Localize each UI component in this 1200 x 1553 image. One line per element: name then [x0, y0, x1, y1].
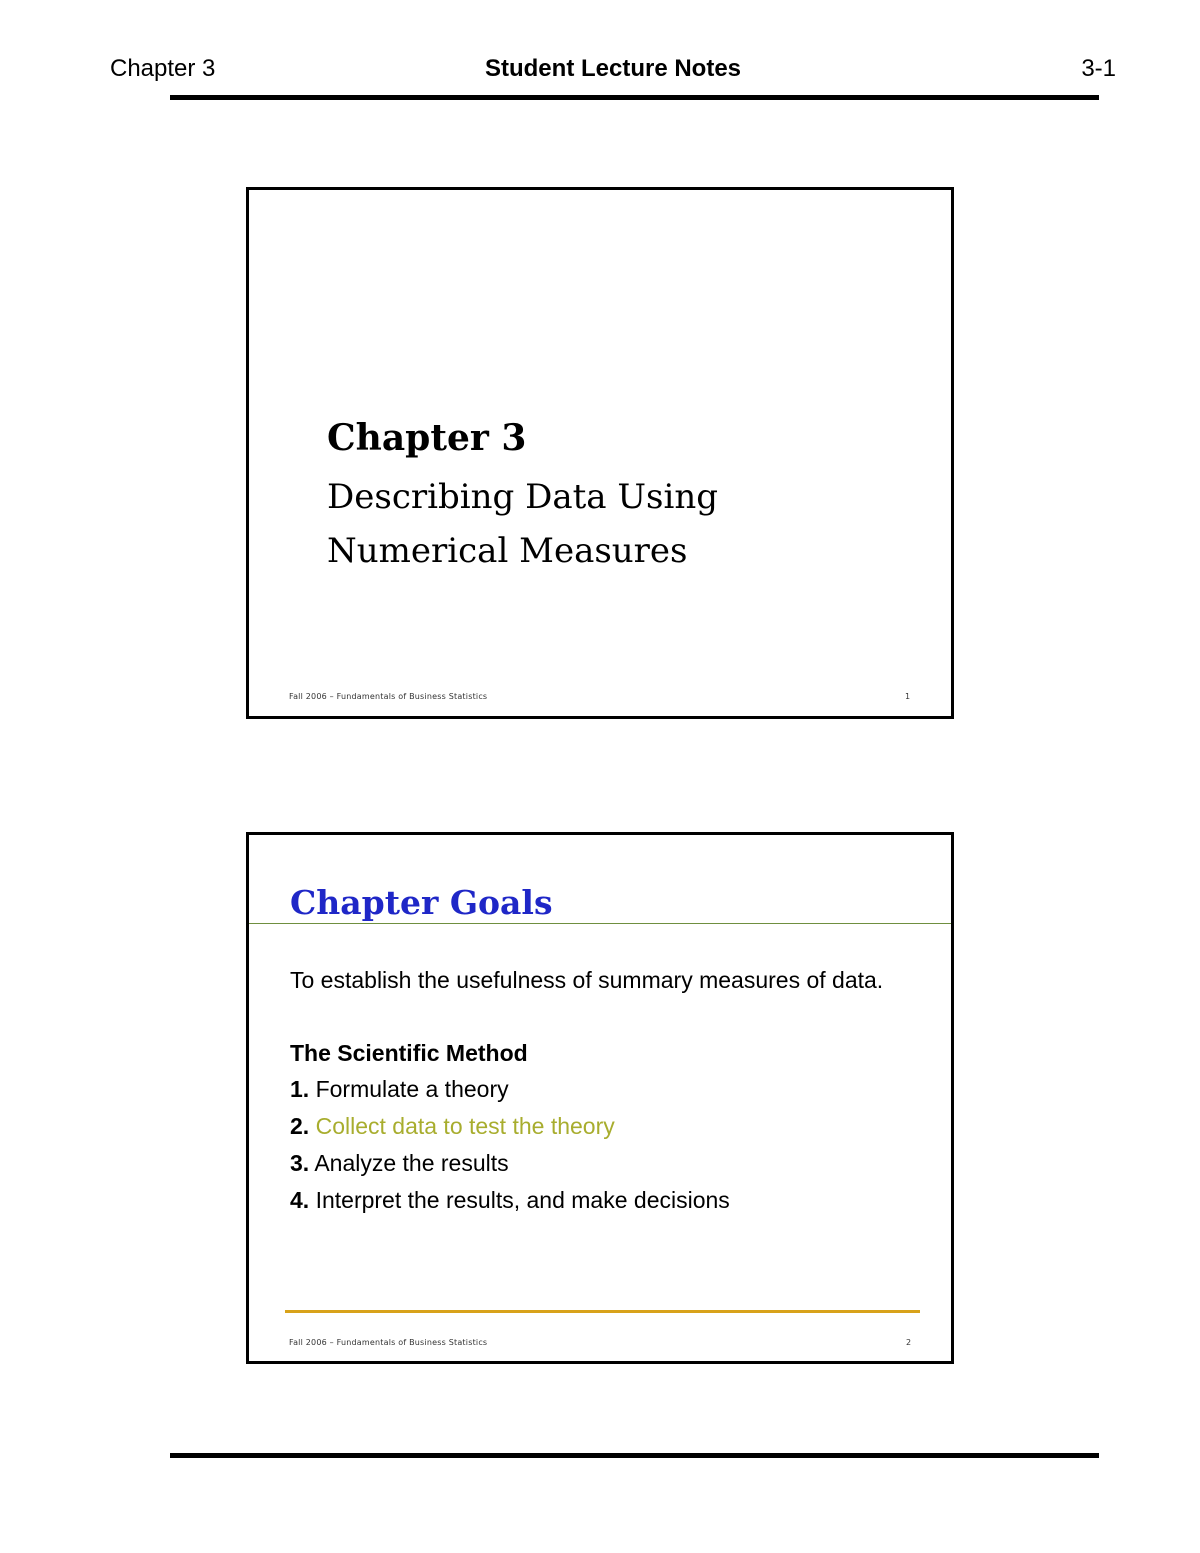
slide-2-title-rule: [249, 923, 951, 924]
slide-2-intro: To establish the usefulness of summary measures of data.: [290, 967, 884, 993]
slide-1-subtitle-line-1: Describing Data Using: [327, 477, 719, 517]
page-number: 3-1: [1081, 55, 1116, 82]
slide-1: [246, 187, 954, 719]
chapter-label: Chapter 3: [110, 55, 216, 82]
method-step: [290, 1145, 910, 1182]
method-step: [290, 1071, 910, 1108]
method-steps: [290, 1071, 910, 1219]
slide-2: [246, 832, 954, 1364]
slide-1-title: Chapter 3: [327, 417, 527, 459]
slide-2-footer: Fall 2006 – Fundamentals of Business Statistics: [289, 1338, 488, 1347]
step-text: Collect data to test the theory: [315, 1113, 615, 1139]
method-step-highlighted: [290, 1108, 910, 1145]
header-rule: [170, 95, 1099, 100]
step-number: 1.: [290, 1076, 310, 1102]
step-number: 3.: [290, 1150, 310, 1176]
step-text: Formulate a theory: [315, 1076, 509, 1102]
slide-1-subtitle-line-2: Numerical Measures: [327, 531, 688, 571]
slide-2-body: [290, 963, 910, 1219]
page-header: [110, 52, 1116, 86]
slide-2-title: Chapter Goals: [290, 883, 553, 922]
method-step: [290, 1182, 910, 1219]
step-text: Analyze the results: [314, 1150, 509, 1176]
slide-2-footer-rule: [285, 1310, 920, 1313]
slide-2-number: 2: [906, 1338, 912, 1347]
method-heading: The Scientific Method: [290, 1040, 528, 1066]
step-number: 2.: [290, 1113, 310, 1139]
footer-rule: [170, 1453, 1099, 1458]
slide-1-footer: Fall 2006 – Fundamentals of Business Statistics: [289, 692, 488, 701]
slide-1-number: 1: [905, 692, 911, 701]
step-number: 4.: [290, 1187, 310, 1213]
slide-1-subtitle: [327, 470, 887, 578]
document-title: Student Lecture Notes: [484, 55, 742, 82]
step-text: Interpret the results, and make decisions: [315, 1187, 730, 1213]
